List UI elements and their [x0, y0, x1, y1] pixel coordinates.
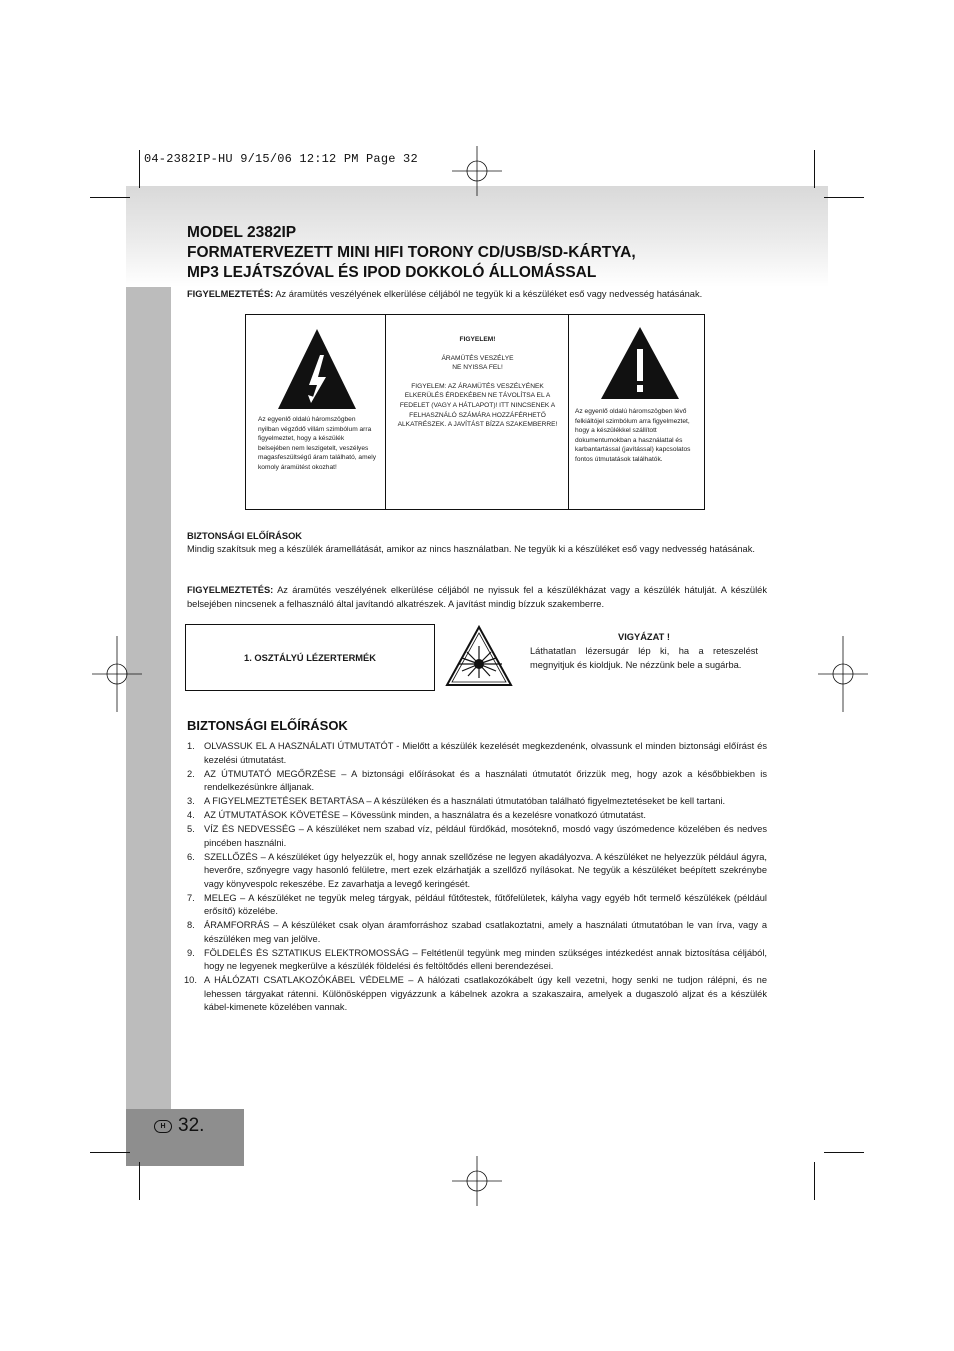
safety-heading-small: BIZTONSÁGI ELŐÍRÁSOK [187, 531, 303, 541]
warning2-label: FIGYELMEZTETÉS: [187, 585, 274, 595]
center-warning-cell [386, 315, 569, 509]
laser-class-box [185, 624, 435, 691]
registration-mark-icon [452, 146, 502, 196]
crop-mark [814, 1162, 815, 1200]
crop-mark [90, 1152, 130, 1153]
warning-intro-label: FIGYELMEZTETÉS: [187, 289, 274, 299]
list-item: 8. ÁRAMFORRÁS – A készüléket csak olyan áramforráshoz szabad csatlakoztatni, amely a használati útmutatóban le van írva, vagy a készüléken meg van jelölve. [187, 920, 767, 944]
page-number-value: 32. [178, 1115, 205, 1136]
registration-mark-icon [92, 636, 142, 712]
lightning-cell [246, 315, 386, 509]
laser-caution-title: VIGYÁZAT ! [618, 632, 670, 642]
exclamation-warning-icon [599, 325, 681, 401]
lightning-warning-icon [276, 327, 358, 411]
language-badge: H [154, 1120, 172, 1133]
laser-hazard-icon [444, 624, 514, 688]
center-warning-line2: NE NYISSA FEL! [452, 364, 503, 372]
warning-symbols-box [245, 314, 705, 510]
list-item: 7. MELEG – A készüléket ne tegyük meleg tárgyak, például fűtőtestek, fűtőfelületek, kályha vagy egyéb hőt termelő készülékek (például erősítő) közelébe. [187, 892, 767, 916]
safety-paragraph: Mindig szakítsuk meg a készülék áramellátását, amikor az nincs használatban. Ne tegyük ki a készüléket eső vagy nedvesség hatásának. [187, 544, 755, 554]
page-title [187, 223, 787, 283]
laser-class-label: 1. OSZTÁLYÚ LÉZERTERMÉK [244, 652, 376, 663]
list-item: 2. AZ ÚTMUTATÓ MEGŐRZÉSE – A biztonsági előírásokat és a használati útmutatót őrizzük meg, hogy azok a későbbiekben is rendelkezésünkre álljanak. [187, 768, 767, 792]
page-number [154, 1115, 204, 1137]
center-warning-line1: ÁRAMÜTÉS VESZÉLYE [441, 354, 514, 362]
list-item: 9. FÖLDELÉS ÉS SZTATIKUS ELEKTROMOSSÁG – Feltétlenül tegyünk meg minden szükséges intézkedést annak biztosítása céljából, hogy ne legyenek megkerülve a készülék földelési és feltöltődés elleni berendezései. [187, 947, 767, 971]
lightning-description: Az egyenlő oldalú háromszögben nyilban végződő villám szimbólum arra figyelmeztet, hogy a készülék belsejében nem leszigetelt, veszélyes magasfeszültségű áram található, amely komoly áramütést okozhat! [258, 416, 377, 471]
crop-mark [824, 197, 864, 198]
crop-mark [90, 197, 130, 198]
crop-mark [139, 1162, 140, 1200]
crop-mark [139, 150, 140, 188]
center-warning-text: FIGYELEM: AZ ÁRAMÜTÉS VESZÉLYÉNEK ELKERÜLÉS ÉRDEKÉBEN NE TÁVOLÍTSA EL A FEDELET (VAGY A HÁTLAPOT)! ITT NINCSENEK A FELHASZNÁLÓ SZÁMÁRA HOZZÁFÉRHETŐ ALKATRÉSZEK. A JAVÍTÁST BÍZZA SZAKEMBERRE! [397, 382, 558, 429]
list-item: 6. SZELLŐZÉS – A készüléket úgy helyezzük el, hogy annak szellőzése ne legyen akadályozva. A készüléket ne helyezzük például ágyra, heverőre, szőnyegre vagy hasonló felületre, mert ezek elzárhatják a szellőző nyílásokat. Ne tegyük a készüléket beépített szekrénybe vagy könyvespolc rekeszébe. Ez zavarhatja a levegő keringését. [187, 851, 767, 889]
list-item: 10. A HÁLÓZATI CSATLAKOZÓKÁBEL VÉDELME – A hálózati csatlakozókábelt úgy kell vezetni, hogy senki ne tudjon rálépni, és ne lehessen tárgyakat rátenni. Különösképpen vigyázzunk a kábelnek azokra a szakaszaira, amelyek a dugaszoló aljzat és a készülék kábel-kimenete közelében vannak. [184, 975, 767, 1012]
warning2-text: Az áramütés veszélyének elkerülése céljából ne nyissuk fel a készülékházat vagy a készülék hátulját. A készülék belsejében nincsenek a felhasználó által javítandó alkatrészek. A javítást mindig bízzuk szakemberre. [187, 585, 767, 609]
print-header: 04-2382IP-HU 9/15/06 12:12 PM Page 32 [144, 152, 418, 166]
registration-mark-icon [452, 1156, 502, 1206]
crop-mark [814, 150, 815, 188]
safety-heading-large: BIZTONSÁGI ELŐÍRÁSOK [187, 718, 348, 733]
exclamation-cell [569, 315, 704, 509]
laser-caution-text: Láthatatlan lézersugár lép ki, ha a reteszelést megnyitjuk és kioldjuk. Ne nézzünk bele a sugárba. [530, 646, 758, 670]
title-line-2: FORMATERVEZETT MINI HIFI TORONY CD/USB/SD-KÁRTYA, [187, 244, 636, 261]
warning-paragraph-2 [187, 584, 767, 611]
warning-intro [187, 288, 777, 300]
crop-mark [824, 1152, 864, 1153]
registration-mark-icon [818, 636, 868, 712]
center-warning-heading: FIGYELEM! [459, 336, 496, 343]
exclamation-description: Az egyenlő oldalú háromszögben lévő felkiáltójel szimbólum arra figyelmeztet, hogy a készülékkel szállított dokumentumokban a használattal és karbantartással (javítással) kapcsolatos fontos útmutatások találhatók. [575, 408, 691, 463]
title-line-3: MP3 LEJÁTSZÓVAL ÉS IPOD DOKKOLÓ ÁLLOMÁSSAL [187, 264, 597, 281]
list-item: 4. AZ ÚTMUTATÁSOK KÖVETÉSE – Kövessünk minden, a használatra és a kezelésre vonatkozó útmutatást. [187, 810, 646, 820]
safety-list [184, 740, 767, 1015]
list-item: 5. VÍZ ÉS NEDVESSÉG – A készüléket nem szabad víz, például fürdőkád, mosóteknő, mosdó vagy úszómedence közelében és nedves pincében használni. [187, 824, 767, 848]
warning-intro-text: Az áramütés veszélyének elkerülése céljából ne tegyük ki a készüléket eső vagy nedvesség hatásának. [273, 289, 703, 299]
title-model: MODEL 2382IP [187, 224, 297, 241]
list-item: 1. OLVASSUK EL A HASZNÁLATI ÚTMUTATÓT - Mielőtt a készülék kezelését megkezdenénk, olvassunk el minden biztonsági előírást és kezelési útmutatást. [187, 741, 767, 765]
list-item: 3. A FIGYELMEZTETÉSEK BETARTÁSA – A készüléken és a használati útmutatóban található figyelmeztetéseket be kell tartani. [187, 796, 726, 806]
